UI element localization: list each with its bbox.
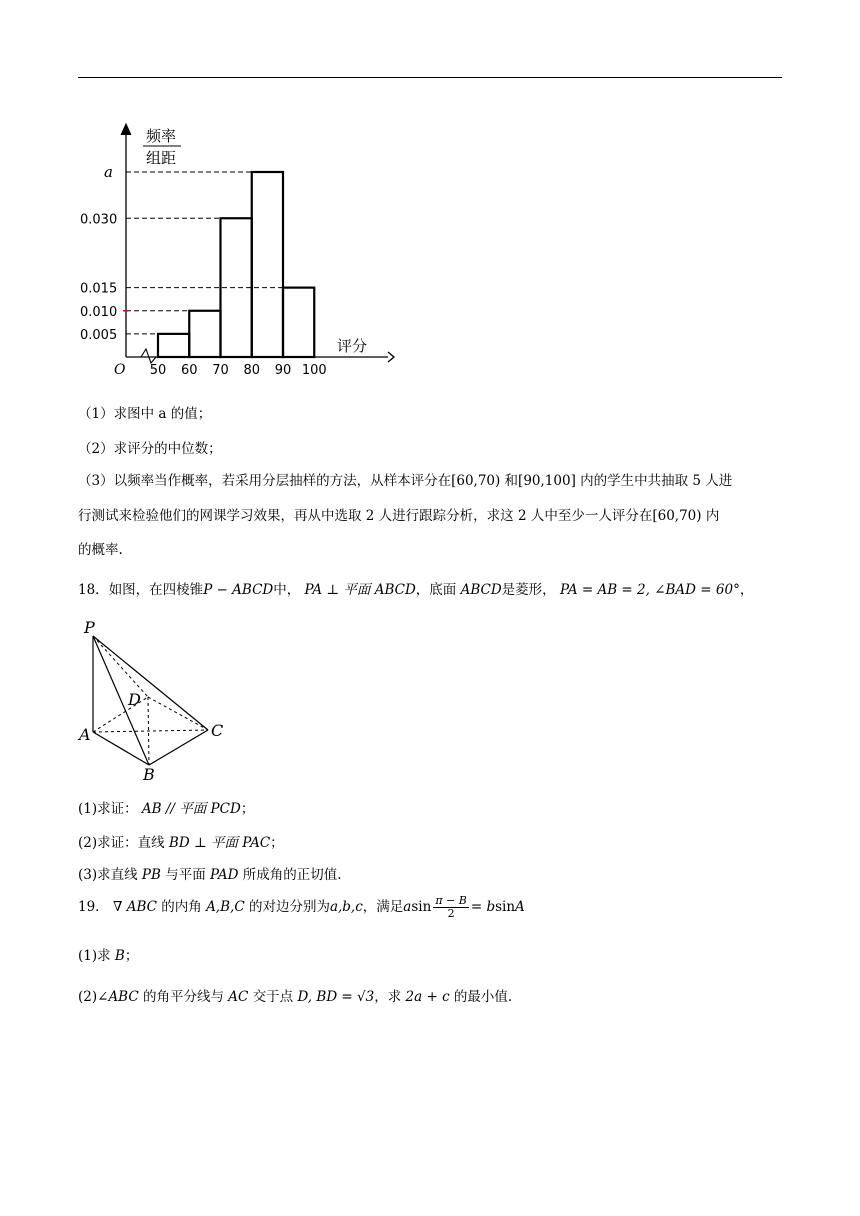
x-tick-label: 80 xyxy=(243,363,261,378)
q19-sub2-b: ABC xyxy=(108,989,139,1005)
q18-stem-e: ，底面 xyxy=(415,582,457,598)
q18-sub3-a: (3)求直线 xyxy=(78,867,138,883)
q18-sub1-b: AB // 平面 PCD xyxy=(141,801,241,817)
q19-stem-l: A xyxy=(515,899,525,915)
edge-PD xyxy=(93,636,148,697)
y-axis-label-top: 频率 xyxy=(146,127,177,145)
q18-sub2 xyxy=(78,834,284,852)
q19-stem-b: ABC xyxy=(126,899,157,915)
q18-stem-h: PA = AB = 2, ∠BAD = 60° xyxy=(559,582,740,598)
q18-stem-f: ABCD xyxy=(460,582,502,598)
q17-part3-line3: 的概率. xyxy=(78,542,123,558)
q19-sub2-d: AC xyxy=(228,989,249,1005)
q18-stem-a: 如图，在四棱锥 xyxy=(108,582,204,598)
q18-stem-c: 中， xyxy=(273,582,301,598)
q19-stem-d: A,B,C xyxy=(206,899,245,915)
q19-sub1 xyxy=(78,947,138,965)
q19-stem-e: 的对边分别为 xyxy=(248,899,330,915)
q19-sub1-c: ； xyxy=(124,948,139,964)
y-tick-label: 0.005 xyxy=(80,327,118,343)
y-tick-label: a xyxy=(104,163,113,181)
q19-sub2-f: D, BD = √3 xyxy=(297,989,375,1005)
q19-sub2-h: 2a + c xyxy=(405,989,450,1005)
q19-stem-f: a,b,c xyxy=(329,899,363,915)
edge-PC xyxy=(93,636,208,730)
edge-DC xyxy=(148,697,208,730)
q18-number: 18． xyxy=(78,582,109,598)
q17-part1: （1）求图中 a 的值； xyxy=(78,406,212,422)
q18-sub3-e: 所成角的正切值. xyxy=(242,867,342,883)
q17-part2: （2）求评分的中位数； xyxy=(78,441,222,457)
diagonal-AC xyxy=(93,730,208,732)
q19-sub2-c: 的角平分线与 xyxy=(142,989,224,1005)
q18-sub1-a: (1)求证： xyxy=(78,801,138,817)
q19-stem-g: ，满足 xyxy=(362,899,404,915)
q19-sub2 xyxy=(78,988,512,1006)
y-tick-label: 0.010 xyxy=(80,304,118,320)
q19-stem-i: sin xyxy=(411,899,432,915)
q19-frac-num: π − B xyxy=(435,894,467,907)
vertex-label-B: B xyxy=(143,765,155,784)
q18-sub3-b: PB xyxy=(141,867,161,883)
x-axis-label: 评分 xyxy=(337,337,368,355)
origin-label: O xyxy=(114,362,126,378)
vertex-label-A: A xyxy=(79,725,91,744)
q18-sub3-d: PAD xyxy=(210,867,239,883)
q19-number: 19． xyxy=(78,899,109,915)
q17-part3-line1: （3）以频率当作概率，若采用分层抽样的方法，从样本评分在[60,70) 和[90,100] 内的学生中共抽取 5 人进 xyxy=(78,473,733,489)
q19-sub2-i: 的最小值. xyxy=(453,989,513,1005)
vertex-label-P: P xyxy=(84,618,95,637)
q19-stem-a: ∇ xyxy=(112,899,123,915)
y-tick-label: 0.030 xyxy=(80,212,118,228)
q18-stem-b: P − ABCD xyxy=(203,582,274,598)
q19-sub1-a: (1)求 xyxy=(78,948,111,964)
x-tick-label: 60 xyxy=(180,363,198,378)
edge-BC xyxy=(149,730,208,765)
q19-frac-den: 2 xyxy=(447,907,455,920)
q19-sub2-e: 交于点 xyxy=(252,989,294,1005)
q18-sub2-c: ； xyxy=(270,835,284,851)
x-tick-label: 70 xyxy=(212,363,229,378)
q19-stem-j: = b xyxy=(470,899,496,915)
vertex-label-C: C xyxy=(211,721,224,740)
q19-fraction xyxy=(433,895,469,920)
q18-sub2-b: BD ⊥ 平面 PAC xyxy=(168,835,271,851)
q19-stem-k: sin xyxy=(495,899,516,915)
q19-stem-h: a xyxy=(403,899,412,915)
q19-stem xyxy=(78,895,525,920)
edge-AB xyxy=(93,732,149,765)
q18-sub1 xyxy=(78,800,254,818)
q18-stem-i: ， xyxy=(739,582,754,598)
q18-sub2-a: (2)求证：直线 xyxy=(78,835,165,851)
q18-sub3 xyxy=(78,866,342,884)
q17-part3-line2: 行测试来检验他们的网课学习效果，再从中选取 2 人进行跟踪分析，求这 2 人中至少一人评分在[60,70) 内 xyxy=(78,508,720,524)
q18-stem-g: 是菱形， xyxy=(501,582,556,598)
q18-sub3-c: 与平面 xyxy=(165,867,206,883)
y-tick-label: 0.015 xyxy=(80,281,118,297)
y-axis-label-bottom: 组距 xyxy=(146,149,177,167)
vertex-label-D: D xyxy=(128,690,141,709)
q18-sub1-c: ； xyxy=(240,801,255,817)
x-tick-label: 90 xyxy=(274,363,292,378)
q19-sub1-b: B xyxy=(114,948,125,964)
q19-stem-c: 的内角 xyxy=(161,899,202,915)
x-tick-label: 50 xyxy=(149,363,167,378)
q19-sub2-a: (2)∠ xyxy=(78,989,109,1005)
x-tick-label: 100 xyxy=(301,363,327,378)
q19-sub2-g: ，求 xyxy=(374,989,402,1005)
q18-stem-d: PA ⊥ 平面 ABCD xyxy=(304,582,416,598)
